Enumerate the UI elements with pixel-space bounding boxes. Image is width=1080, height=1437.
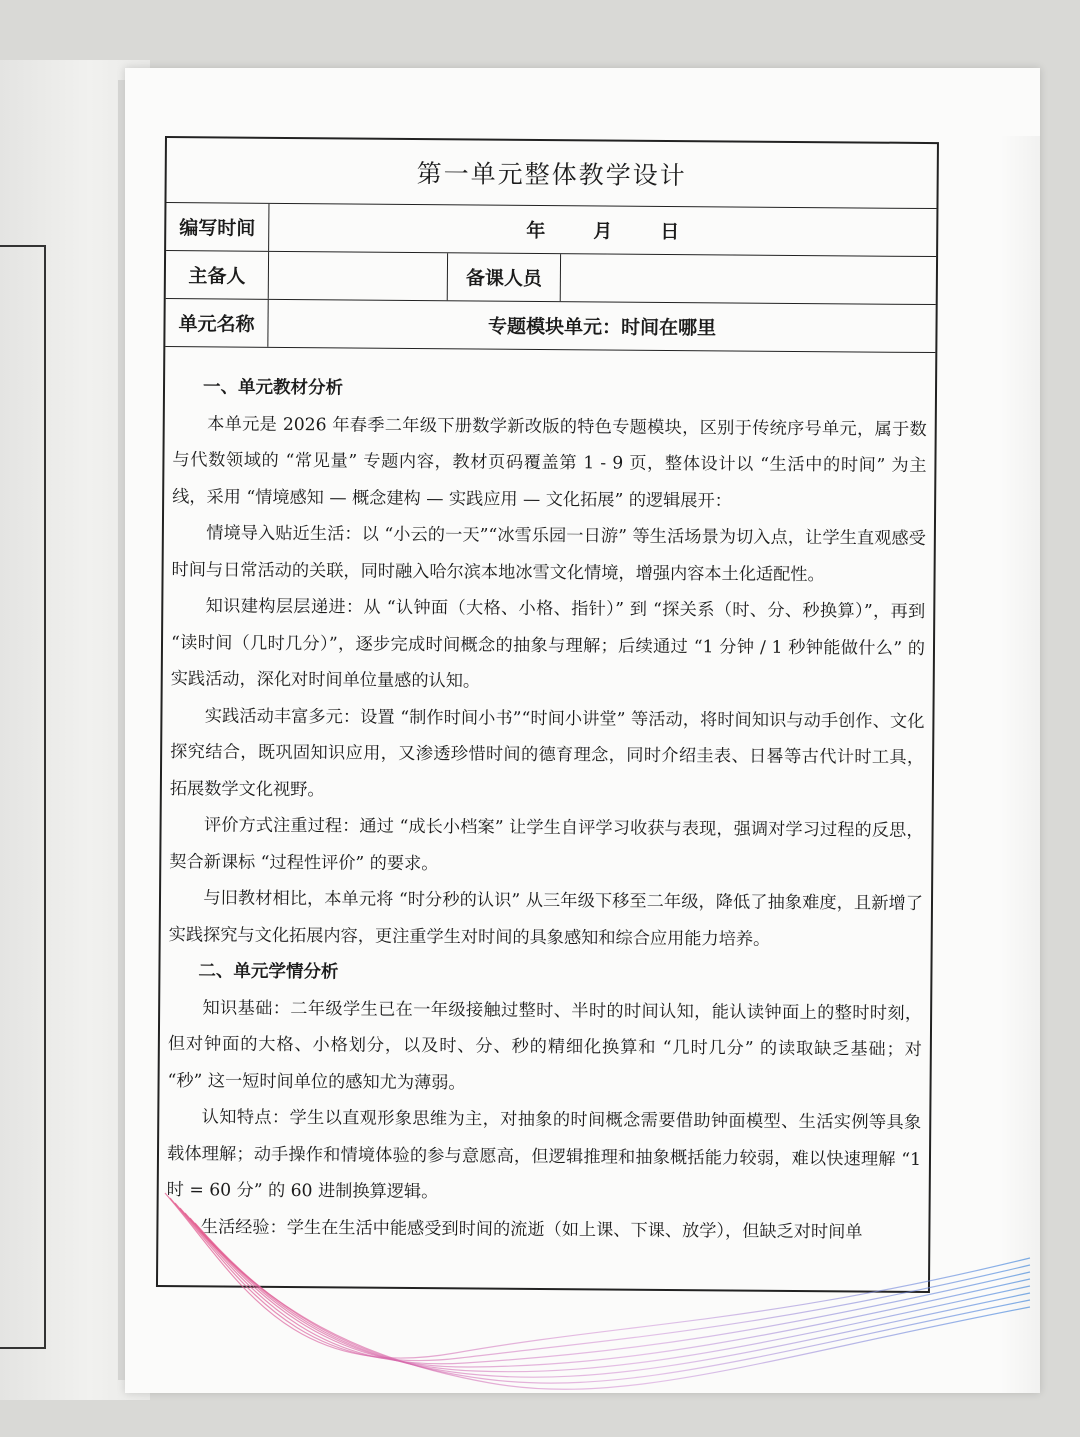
page-edge-shade	[1000, 136, 1040, 1393]
unit-name-row	[165, 299, 935, 353]
section1-paragraph: 情境导入贴近生活：以 “小云的一天”“冰雪乐园一日游” 等生活场景为切入点，让学生直观感受时间与日常活动的关联，同时融入哈尔滨本地冰雪文化情境，增强内容本土化适配性。	[171, 523, 926, 585]
analysis-body	[158, 347, 935, 1291]
preparers-row	[166, 251, 936, 305]
date-year: 年	[526, 219, 546, 242]
section2-paragraph: 知识基础：二年级学生已在一年级接触过整时、半时的时间认知，能认读钟面上的整时时刻，但对钟面的大格、小格划分，以及时、分、秒的精细化换算和 “几时几分” 的读取缺乏基础；对 “秒” 这一短时间单位的感知尤为薄弱。	[167, 997, 923, 1093]
section1-paragraph: 评价方式注重过程：通过 “成长小档案” 让学生自评学习收获与表现，强调对学习过程的反思，契合新课标 “过程性评价” 的要求。	[169, 815, 924, 874]
compile-date-field	[269, 204, 936, 256]
unit-name-value: 专题模块单元：时间在哪里	[487, 315, 717, 340]
document-page	[125, 68, 1040, 1393]
compile-time-row	[166, 203, 936, 257]
form-title: 第一单元整体教学设计	[416, 158, 687, 191]
section2-paragraph: 生活经验：学生在生活中能感受到时间的流逝（如上课、下课、放学），但缺乏对时间单	[200, 1216, 863, 1243]
lead-preparer-label: 主备人	[166, 251, 269, 299]
lesson-design-form	[156, 136, 939, 1293]
left-page-frame	[0, 245, 46, 1349]
co-preparers-value	[561, 254, 936, 304]
unit-name-label: 单元名称	[165, 299, 268, 347]
section1-paragraph: 与旧教材相比，本单元将 “时分秒的认识” 从三年级下移至二年级，降低了抽象难度，且新增了实践探究与文化拓展内容，更注重学生对时间的具象感知和综合应用能力培养。	[168, 888, 924, 950]
lead-preparer-value	[269, 252, 447, 300]
co-preparers-label: 备课人员	[447, 253, 561, 301]
section1-heading: 一、单元教材分析	[202, 377, 344, 399]
section1-paragraph: 实践活动丰富多元：设置 “制作时间小书”“时间小讲堂” 等活动，将时间知识与动手创作、文化探究结合，既巩固知识应用，又渗透珍惜时间的德育理念，同时介绍圭表、日晷等古代计时工具，拓展数学文化视野。	[169, 705, 925, 800]
compile-time-label: 编写时间	[166, 203, 269, 251]
section1-paragraph: 本单元是 2026 年春季二年级下册数学新改版的特色专题模块，区别于传统序号单元，属于数与代数领域的 “常见量” 专题内容，教材页码覆盖第 1 - 9 页，整体设计以 “生活中的时间” 为主线，采用 “情境感知 — 概念建构 — 实践应用 — 文化拓展” 的逻辑展开：	[172, 413, 927, 511]
date-month: 月	[593, 220, 613, 243]
form-title-row	[166, 138, 936, 209]
section1-paragraph: 知识建构层层递进：从 “认钟面（大格、小格、指针）” 到 “探关系（时、分、秒换算）”，再到 “读时间（几时几分）”，逐步完成时间概念的抽象与理解；后续通过 “1 分钟 / 1 秒钟能做什么” 的实践活动，深化对时间单位量感的认知。	[170, 596, 926, 692]
date-day: 日	[660, 220, 680, 244]
section2-paragraph: 认知特点：学生以直观形象思维为主，对抽象的时间概念需要借助钟面模型、生活实例等具象载体理解；动手操作和情境体验的参与意愿高，但逻辑推理和抽象概括能力较弱，难以快速理解 “1 时 = 60 分” 的 60 进制换算逻辑。	[166, 1107, 922, 1203]
section2-heading: 二、单元学情分析	[198, 961, 339, 983]
